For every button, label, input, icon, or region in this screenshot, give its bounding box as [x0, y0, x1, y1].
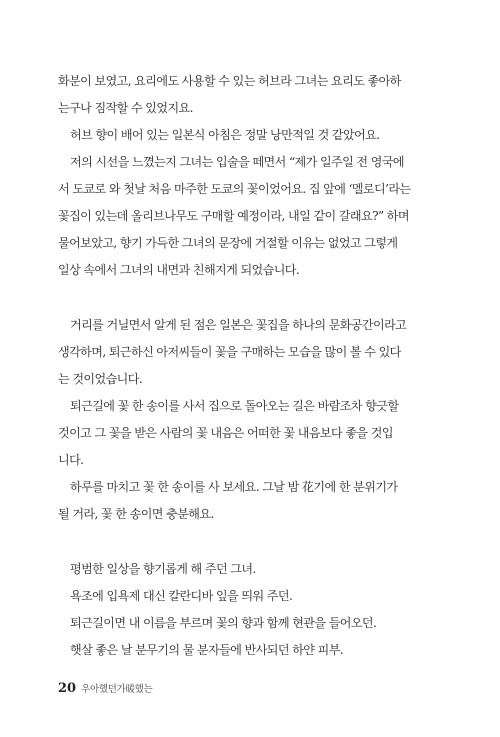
text-line: 일상 속에서 그녀의 내면과 친해지게 되었습니다. — [58, 263, 300, 277]
page-number: 20 — [58, 681, 77, 696]
page-footer — [58, 677, 152, 696]
text-line: 허브 향이 배어 있는 일본식 아침은 정말 낭만적일 것 같았어요. — [70, 128, 380, 142]
text-line: 꽃집이 있는데 올리브나무도 구매할 예정이라, 내일 같이 갈래요?” 하며 — [58, 209, 409, 223]
text-line: 햇살 좋은 날 분무기의 물 분자들에 반사되던 하얀 피부. — [70, 643, 344, 657]
text-line: 는구나 짐작할 수 있었지요. — [58, 101, 193, 115]
text-line: 저의 시선을 느꼈는지 그녀는 입술을 떼면서 “제가 일주일 전 영국에 — [70, 155, 405, 169]
text-line: 화분이 보였고, 요리에도 사용할 수 있는 허브라 그녀는 요리도 좋아하 — [58, 74, 401, 88]
book-title: 우아했던가暖했는 — [81, 684, 153, 695]
text-line: 욕조에 입욕제 대신 칼란디바 잎을 띄워 주던. — [70, 589, 293, 603]
text-line: 는 것이었습니다. — [58, 372, 143, 386]
text-line: 퇴근길이면 내 이름을 부르며 꽃의 향과 함께 현관을 들어오던. — [70, 616, 377, 630]
text-line: 생각하며, 퇴근하신 아저씨들이 꽃을 구매하는 모습을 많이 볼 수 있다 — [58, 345, 401, 359]
text-line: 니다. — [58, 453, 84, 467]
text-line: 평범한 일상을 향기롭게 해 주던 그녀. — [70, 562, 256, 576]
text-line: 하루를 마치고 꽃 한 송이를 사 보세요. 그날 밤 花기에 한 분위기가 — [70, 480, 398, 494]
text-line: 거리를 거닐면서 알게 된 점은 일본은 꽃집을 하나의 문화공간이라고 — [70, 318, 407, 332]
text-line: 서 도쿄로 와 첫날 처음 마주한 도쿄의 꽃이었어요. 집 앞에 ‘멜로디’라는 — [58, 182, 411, 196]
text-line: 것이고 그 꽃을 받은 사람의 꽃 내음은 어떠한 꽃 내음보다 좋을 것입 — [58, 426, 393, 440]
text-line: 퇴근길에 꽃 한 송이를 사서 집으로 돌아오는 길은 바람조차 향긋할 — [70, 399, 399, 413]
text-line: 물어보았고, 향기 가득한 그녀의 문장에 거절할 이유는 없었고 그렇게 — [58, 236, 398, 250]
text-line: 될 거라, 꽃 한 송이면 충분해요. — [58, 507, 214, 521]
